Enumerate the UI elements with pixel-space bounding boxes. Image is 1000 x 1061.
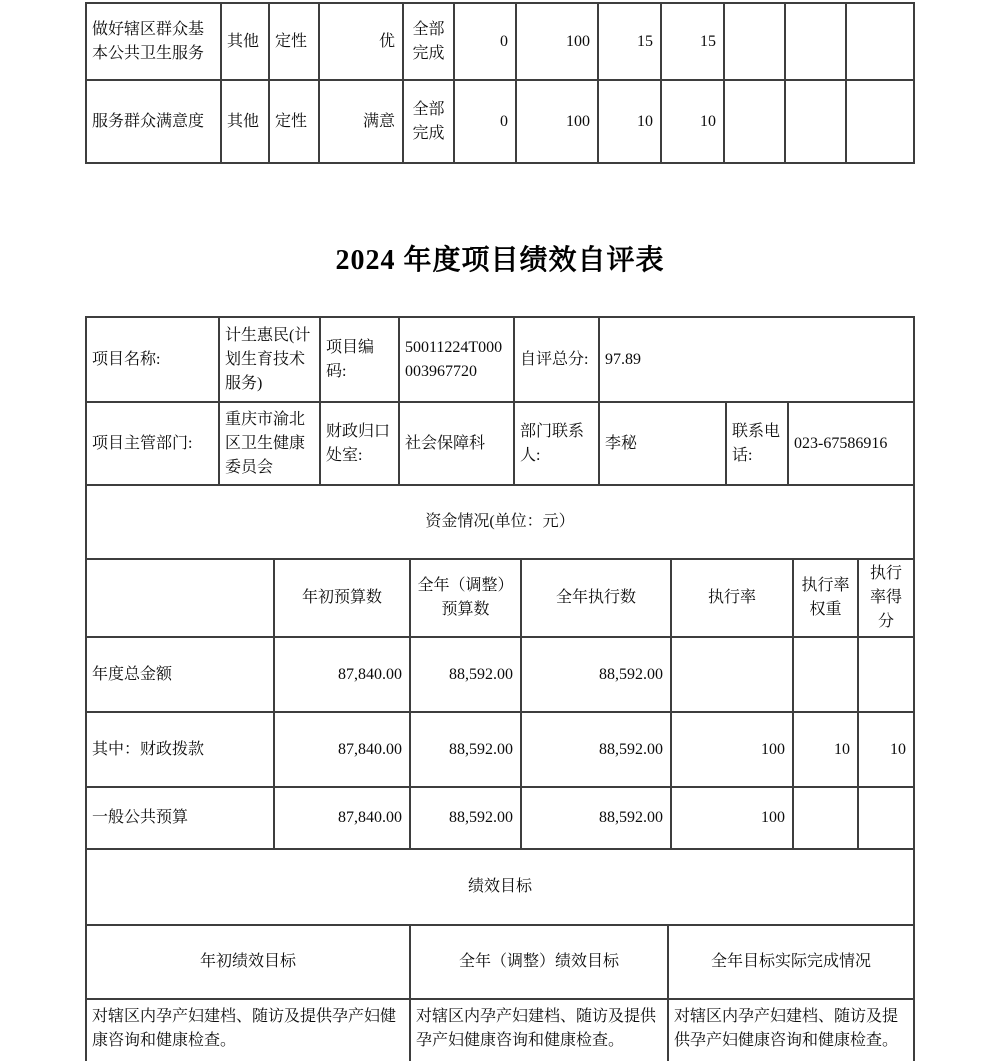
project-info-section	[87, 318, 915, 403]
score-cell: 15	[662, 4, 725, 81]
indicator-name-cell: 做好辖区群众基本公共卫生服务	[87, 4, 222, 81]
funding-header-rate-score: 执行率得分	[859, 560, 915, 638]
goal-actual-cell: 对辖区内孕产妇建档、随访及提供孕产妇健康咨询和健康检查。	[669, 1000, 915, 1061]
funding-header-executed: 全年执行数	[522, 560, 672, 638]
department-section	[87, 403, 915, 486]
goal-adjusted-cell: 对辖区内孕产妇建档、随访及提供孕产妇健康咨询和健康检查。	[411, 1000, 669, 1061]
weight-cell: 15	[599, 4, 662, 81]
project-code-label: 项目编码:	[321, 318, 400, 403]
phone-label: 联系电话:	[727, 403, 789, 486]
empty-cell	[725, 81, 786, 164]
indicator-table-fragment	[85, 2, 915, 164]
empty-cell	[847, 81, 915, 164]
contact-value: 李秘	[600, 403, 727, 486]
self-score-value: 97.89	[600, 318, 915, 403]
indicator-category-cell: 其他	[222, 81, 270, 164]
weight-cell: 10	[599, 81, 662, 164]
contact-label: 部门联系人:	[515, 403, 600, 486]
funding-banner-section	[87, 486, 915, 560]
initial-budget-cell: 87,840.00	[275, 713, 411, 788]
performance-banner-section	[87, 850, 915, 926]
performance-section	[87, 926, 915, 1061]
completion-cell: 全部完成	[404, 81, 455, 164]
finance-office-value: 社会保障科	[400, 403, 515, 486]
funding-row-label: 年度总金额	[87, 638, 275, 713]
rate-weight-cell: 10	[794, 713, 859, 788]
indicator-category-cell: 其他	[222, 4, 270, 81]
goal-initial-header: 年初绩效目标	[87, 926, 411, 1000]
funding-header-row	[87, 560, 915, 638]
funding-header-rate-weight: 执行率权重	[794, 560, 859, 638]
department-row	[87, 403, 915, 486]
executed-cell: 88,592.00	[522, 638, 672, 713]
funding-section-title: 资金情况(单位：元）	[87, 486, 915, 560]
indicator-type-cell: 定性	[270, 81, 320, 164]
adjusted-budget-cell: 88,592.00	[411, 788, 522, 850]
indicator-name-cell: 服务群众满意度	[87, 81, 222, 164]
execution-rate-cell: 100	[672, 713, 794, 788]
empty-cell	[786, 81, 847, 164]
performance-content-row	[87, 1000, 915, 1061]
funding-section	[87, 560, 915, 850]
phone-value: 023-67586916	[789, 403, 915, 486]
deviation-cell: 0	[455, 4, 517, 81]
funding-row-fiscal	[87, 713, 915, 788]
goal-actual-header: 全年目标实际完成情况	[669, 926, 915, 1000]
funding-row-total	[87, 638, 915, 713]
performance-banner-row	[87, 850, 915, 926]
indicator-row	[87, 81, 915, 164]
score-cell: 10	[662, 81, 725, 164]
indicator-table	[87, 4, 915, 164]
funding-banner-row	[87, 486, 915, 560]
funding-header-adjusted-budget: 全年（调整）预算数	[411, 560, 522, 638]
funding-row-label: 一般公共预算	[87, 788, 275, 850]
project-name-row	[87, 318, 915, 403]
page-title: 2024 年度项目绩效自评表	[335, 245, 665, 276]
rate-score-cell: 10	[859, 713, 915, 788]
project-name-label: 项目名称:	[87, 318, 220, 403]
performance-header-row	[87, 926, 915, 1000]
dept-label: 项目主管部门:	[87, 403, 220, 486]
rate-cell: 100	[517, 4, 599, 81]
indicator-type-cell: 定性	[270, 4, 320, 81]
adjusted-budget-cell: 88,592.00	[411, 638, 522, 713]
completion-cell: 全部完成	[404, 4, 455, 81]
executed-cell: 88,592.00	[522, 713, 672, 788]
execution-rate-cell	[672, 638, 794, 713]
document-content	[85, 0, 915, 1061]
self-evaluation-table	[85, 316, 915, 1061]
indicator-row	[87, 4, 915, 81]
rate-score-cell	[859, 788, 915, 850]
performance-section-title: 绩效目标	[87, 850, 915, 926]
finance-office-label: 财政归口处室:	[321, 403, 400, 486]
execution-rate-cell: 100	[672, 788, 794, 850]
empty-cell	[725, 4, 786, 81]
deviation-cell: 0	[455, 81, 517, 164]
dept-value: 重庆市渝北区卫生健康委员会	[220, 403, 321, 486]
funding-header-blank	[87, 560, 275, 638]
project-name-value: 计生惠民(计划生育技术服务)	[220, 318, 321, 403]
rate-cell: 100	[517, 81, 599, 164]
rate-weight-cell	[794, 638, 859, 713]
funding-header-initial-budget: 年初预算数	[275, 560, 411, 638]
funding-row-general-budget	[87, 788, 915, 850]
self-score-label: 自评总分:	[515, 318, 600, 403]
goal-adjusted-header: 全年（调整）绩效目标	[411, 926, 669, 1000]
initial-budget-cell: 87,840.00	[275, 638, 411, 713]
funding-row-label: 其中：财政拨款	[87, 713, 275, 788]
rate-score-cell	[859, 638, 915, 713]
adjusted-budget-cell: 88,592.00	[411, 713, 522, 788]
initial-budget-cell: 87,840.00	[275, 788, 411, 850]
target-value-cell: 优	[320, 4, 404, 81]
goal-initial-cell: 对辖区内孕产妇建档、随访及提供孕产妇健康咨询和健康检查。	[87, 1000, 411, 1061]
funding-header-execution-rate: 执行率	[672, 560, 794, 638]
rate-weight-cell	[794, 788, 859, 850]
executed-cell: 88,592.00	[522, 788, 672, 850]
project-code-value: 50011224T000003967720	[400, 318, 515, 403]
empty-cell	[786, 4, 847, 81]
empty-cell	[847, 4, 915, 81]
target-value-cell: 满意	[320, 81, 404, 164]
